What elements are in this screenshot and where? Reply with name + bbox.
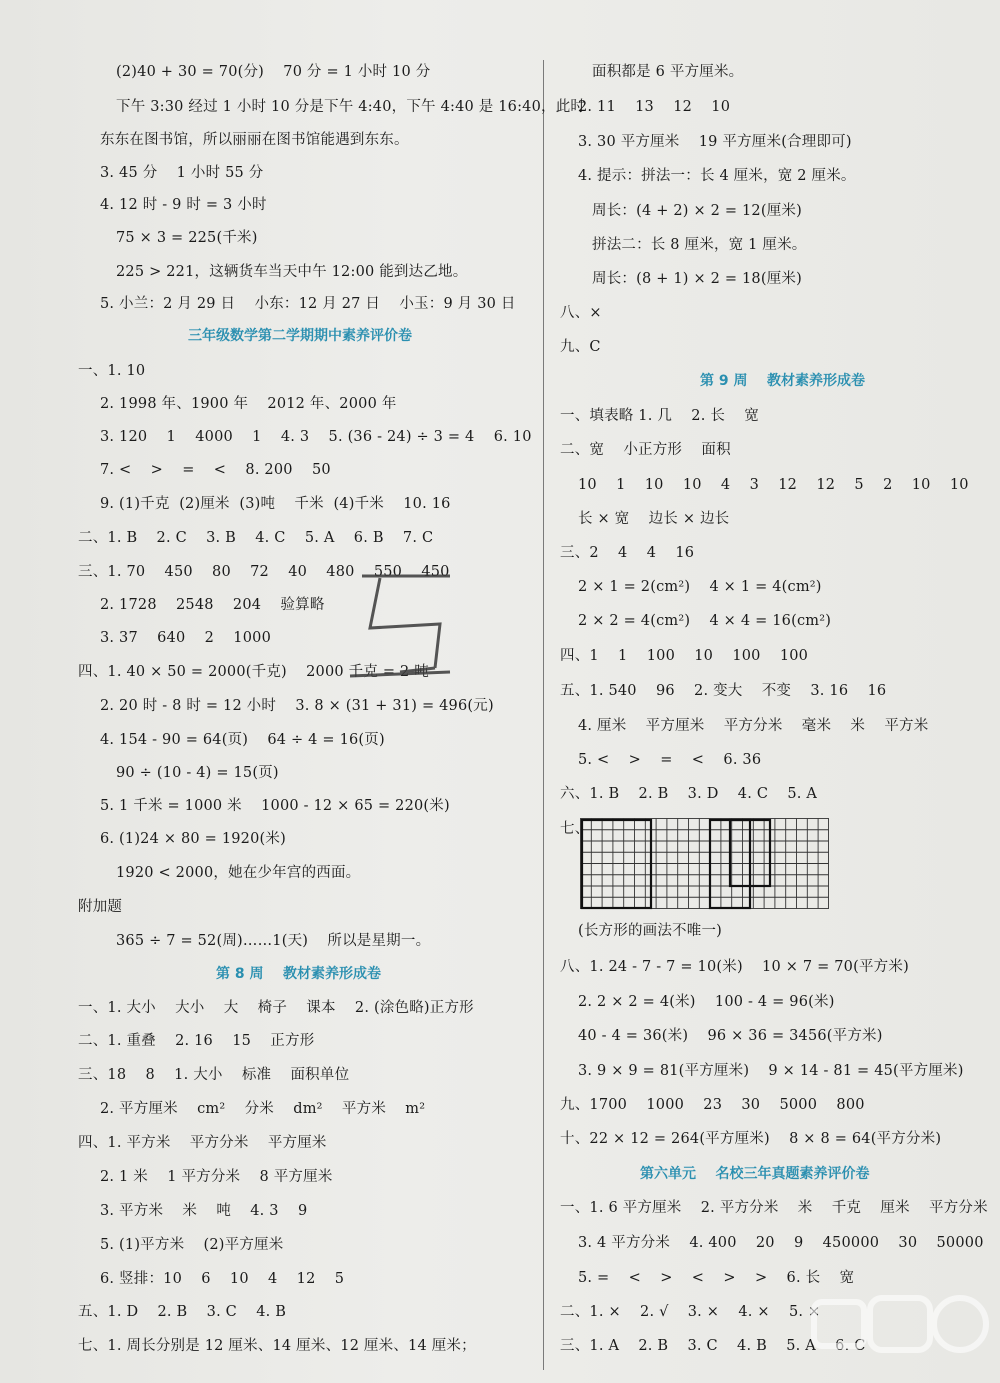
answer-line: 四、1. 平方米 平方分米 平方厘米 [78, 1135, 327, 1151]
section-heading: 第 8 周 教材素养形成卷 [216, 966, 381, 982]
answer-line: 下午 3:30 经过 1 小时 10 分是下午 4:40，下午 4:40 是 16:40，此时 [116, 99, 586, 115]
answer-line: 2. 平方厘米 cm² 分米 dm² 平方米 m² [100, 1101, 426, 1117]
drawn-rectangle [582, 820, 651, 908]
answer-line: 2. 2 × 2 = 4(米) 100 - 4 = 96(米) [578, 994, 835, 1010]
answer-line: 2. 1 米 1 平方分米 8 平方厘米 [100, 1169, 333, 1185]
answer-line: 2 × 2 = 4(cm²) 4 × 4 = 16(cm²) [578, 613, 832, 629]
answer-line: 七、1. 周长分别是 12 厘米、14 厘米、12 厘米、14 厘米； [78, 1338, 476, 1354]
answer-line: 五、1. 540 96 2. 变大 不变 3. 16 16 [560, 683, 887, 699]
answer-line: 四、1. 40 × 50 = 2000(千克) 2000 千克 = 2 吨 [78, 664, 429, 680]
answer-line: 十、22 × 12 = 264(平方厘米) 8 × 8 = 64(平方分米) [560, 1131, 942, 1147]
answer-line: 5. < > = < 6. 36 [578, 752, 762, 768]
answer-line: 八、× [560, 305, 602, 321]
answer-line: 拼法二：长 8 厘米，宽 1 厘米。 [592, 237, 807, 253]
answer-line: 二、1. 重叠 2. 16 15 正方形 [78, 1033, 315, 1049]
answer-line: 3. 37 640 2 1000 [100, 630, 272, 646]
answer-line: 5. 1 千米 = 1000 米 1000 - 12 × 65 = 220(米) [100, 798, 450, 814]
answer-line: 3. 120 1 4000 1 4. 3 5. (36 - 24) ÷ 3 = 4 6. 10 [100, 429, 532, 445]
answer-line: 4. 提示：拼法一：长 4 厘米，宽 2 厘米。 [578, 168, 856, 184]
section-heading: 第 9 周 教材素养形成卷 [700, 373, 865, 389]
section-heading: 第六单元 名校三年真题素养评价卷 [640, 1166, 870, 1182]
answer-line: 九、C [560, 339, 601, 355]
answer-line: 一、1. 大小 大小 大 椅子 课本 2. (涂色略)正方形 [78, 1000, 474, 1016]
answer-line: 4. 154 - 90 = 64(页) 64 ÷ 4 = 16(页) [100, 732, 385, 748]
answer-line: 三、1. 70 450 80 72 40 480 550 450 [78, 564, 450, 580]
answer-line: (2)40 + 30 = 70(分) 70 分 = 1 小时 10 分 [116, 64, 431, 80]
answer-line: 225 > 221，这辆货车当天中午 12:00 能到达乙地。 [116, 264, 468, 280]
answer-line: 长 × 宽 边长 × 边长 [578, 511, 730, 527]
answer-line: 2. 20 时 - 8 时 = 12 小时 3. 8 × (31 + 31) = 496(元) [100, 698, 494, 714]
answer-line: 周长：(4 + 2) × 2 = 12(厘米) [592, 203, 802, 219]
answer-line: 3. 4 平方分米 4. 400 20 9 450000 30 50000 [578, 1235, 984, 1251]
answer-line: 3. 45 分 1 小时 55 分 [100, 165, 264, 181]
answer-line: 9. (1)千克 (2)厘米 (3)吨 千米 (4)千米 10. 16 [100, 496, 451, 512]
answer-line: 4. 厘米 平方厘米 平方分米 毫米 米 平方米 [578, 718, 929, 734]
answer-line: 2. 1728 2548 204 验算略 [100, 597, 325, 613]
answer-line: 75 × 3 = 225(千米) [116, 230, 258, 246]
answer-line: 二、1. × 2. √ 3. × 4. × 5. × [560, 1304, 821, 1320]
section-heading: 三年级数学第二学期期中素养评价卷 [188, 328, 412, 344]
answer-line: 一、1. 10 [78, 363, 146, 379]
answer-line: 7. < > = < 8. 200 50 [100, 462, 331, 478]
answer-line: 6. (1)24 × 80 = 1920(米) [100, 831, 286, 847]
square-grid-figure [580, 818, 830, 910]
column-divider [543, 60, 544, 1370]
answer-line: 二、1. B 2. C 3. B 4. C 5. A 6. B 7. C [78, 530, 434, 546]
answer-line: 2. 1998 年、1900 年 2012 年、2000 年 [100, 396, 397, 412]
answer-line: 二、宽 小正方形 面积 [560, 442, 731, 458]
answer-line: 五、1. D 2. B 3. C 4. B [78, 1304, 287, 1320]
answer-line: 3. 30 平方厘米 19 平方厘米(合理即可) [578, 134, 852, 150]
answer-line: 5. (1)平方米 (2)平方厘米 [100, 1237, 284, 1253]
answer-line: 七、 [560, 821, 590, 837]
answer-line: (长方形的画法不唯一) [578, 923, 723, 939]
answer-line: 5. 小兰：2 月 29 日 小东：12 月 27 日 小玉：9 月 30 日 [100, 296, 516, 312]
answer-line: 八、1. 24 - 7 - 7 = 10(米) 10 × 7 = 70(平方米) [560, 959, 909, 975]
stamp-mark [340, 568, 460, 718]
answer-line: 2. 11 13 12 10 [578, 99, 731, 115]
answer-line: 5. = < > < > > 6. 长 宽 [578, 1270, 855, 1286]
answer-line: 4. 12 时 - 9 时 = 3 小时 [100, 197, 267, 213]
answer-line: 3. 平方米 米 吨 4. 3 9 [100, 1203, 308, 1219]
answer-line: 附加题 [78, 899, 123, 915]
answer-line: 一、1. 6 平方厘米 2. 平方分米 米 千克 厘米 平方分米 [560, 1200, 988, 1216]
answer-line: 90 ÷ (10 - 4) = 15(页) [116, 765, 279, 781]
answer-line: 三、18 8 1. 大小 标准 面积单位 [78, 1067, 350, 1083]
answer-line: 一、填表略 1. 几 2. 长 宽 [560, 408, 759, 424]
answer-line: 面积都是 6 平方厘米。 [592, 64, 744, 80]
watermark-logo [810, 1292, 1000, 1382]
answer-line: 周长：(8 + 1) × 2 = 18(厘米) [592, 271, 802, 287]
answer-line: 六、1. B 2. B 3. D 4. C 5. A [560, 786, 818, 802]
answer-line: 四、1 1 100 10 100 100 [560, 648, 809, 664]
answer-line: 10 1 10 10 4 3 12 12 5 2 10 10 [578, 477, 969, 493]
answer-line: 三、1. A 2. B 3. C 4. B 5. A 6. C [560, 1338, 866, 1354]
answer-line: 东东在图书馆，所以丽丽在图书馆能遇到东东。 [100, 132, 409, 148]
answer-line: 3. 9 × 9 = 81(平方厘米) 9 × 14 - 81 = 45(平方厘米) [578, 1063, 964, 1079]
answer-line: 40 - 4 = 36(米) 96 × 36 = 3456(平方米) [578, 1028, 883, 1044]
answer-line: 6. 竖排：10 6 10 4 12 5 [100, 1271, 345, 1287]
answer-line: 365 ÷ 7 = 52(周)……1(天) 所以是星期一。 [116, 933, 431, 949]
answer-line: 2 × 1 = 2(cm²) 4 × 1 = 4(cm²) [578, 579, 822, 595]
answer-line: 九、1700 1000 23 30 5000 800 [560, 1097, 865, 1113]
answer-line: 三、2 4 4 16 [560, 545, 695, 561]
answer-line: 1920 < 2000，她在少年宫的西面。 [116, 865, 361, 881]
